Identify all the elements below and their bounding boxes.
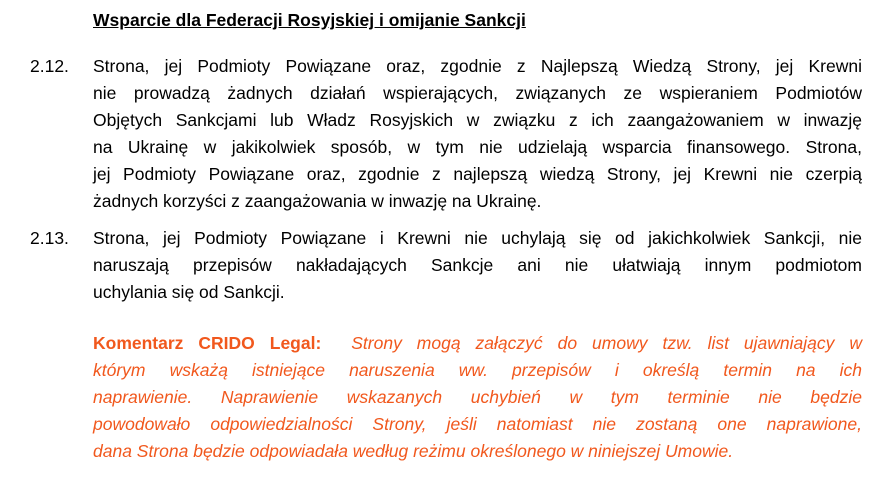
clause-number: 2.13.	[30, 228, 69, 248]
clause-line: jej Podmioty Powiązane oraz, zgodnie z najlepszą wiedzą Strony, jej Krewni nie czerpią	[93, 164, 862, 184]
clause-number: 2.12.	[30, 56, 69, 76]
comment-text: Strony mogą załączyć do umowy tzw. list ujawniający w	[351, 333, 863, 353]
comment-line: którym wskażą istniejące naruszenia ww. przepisów i określą termin na ich	[93, 360, 862, 380]
clause-line: Objętych Sankcjami lub Władz Rosyjskich w związku z ich zaangażowaniem w inwazję	[93, 110, 862, 130]
clause-line: uchylania się od Sankcji.	[93, 282, 285, 302]
clause-line: naruszają przepisów nakładających Sankcje ani nie ułatwiają innym podmiotom	[93, 255, 862, 275]
clause-line: Strona, jej Podmioty Powiązane i Krewni nie uchylają się od jakichkolwiek Sankcji, nie	[93, 228, 862, 248]
clause-line: żadnych korzyści z zaangażowania w inwazję na Ukrainę.	[93, 191, 542, 211]
comment-line: powodowało odpowiedzialności Strony, jeśli natomiast nie zostaną one naprawione,	[93, 414, 862, 434]
section-heading: Wsparcie dla Federacji Rosyjskiej i omijanie Sankcji	[93, 10, 526, 30]
comment-line: naprawienie. Naprawienie wskazanych uchybień w tym terminie nie będzie	[93, 387, 862, 407]
clause-line: na Ukrainę w jakikolwiek sposób, w tym nie udzielają wsparcia finansowego. Strona,	[93, 137, 862, 157]
comment-line: dana Strona będzie odpowiadała według reżimu określonego w niniejszej Umowie.	[93, 441, 734, 461]
clause-line: nie prowadzą żadnych działań wspierających, związanych ze wspieraniem Podmiotów	[93, 83, 862, 103]
comment-label: Komentarz CRIDO Legal:	[93, 333, 322, 353]
clause-body	[93, 53, 862, 215]
clause-line: Strona, jej Podmioty Powiązane oraz, zgodnie z Najlepszą Wiedzą Strony, jej Krewni	[93, 56, 862, 76]
clause-body	[93, 225, 862, 306]
comment-line	[93, 330, 862, 357]
legal-comment	[93, 330, 862, 465]
